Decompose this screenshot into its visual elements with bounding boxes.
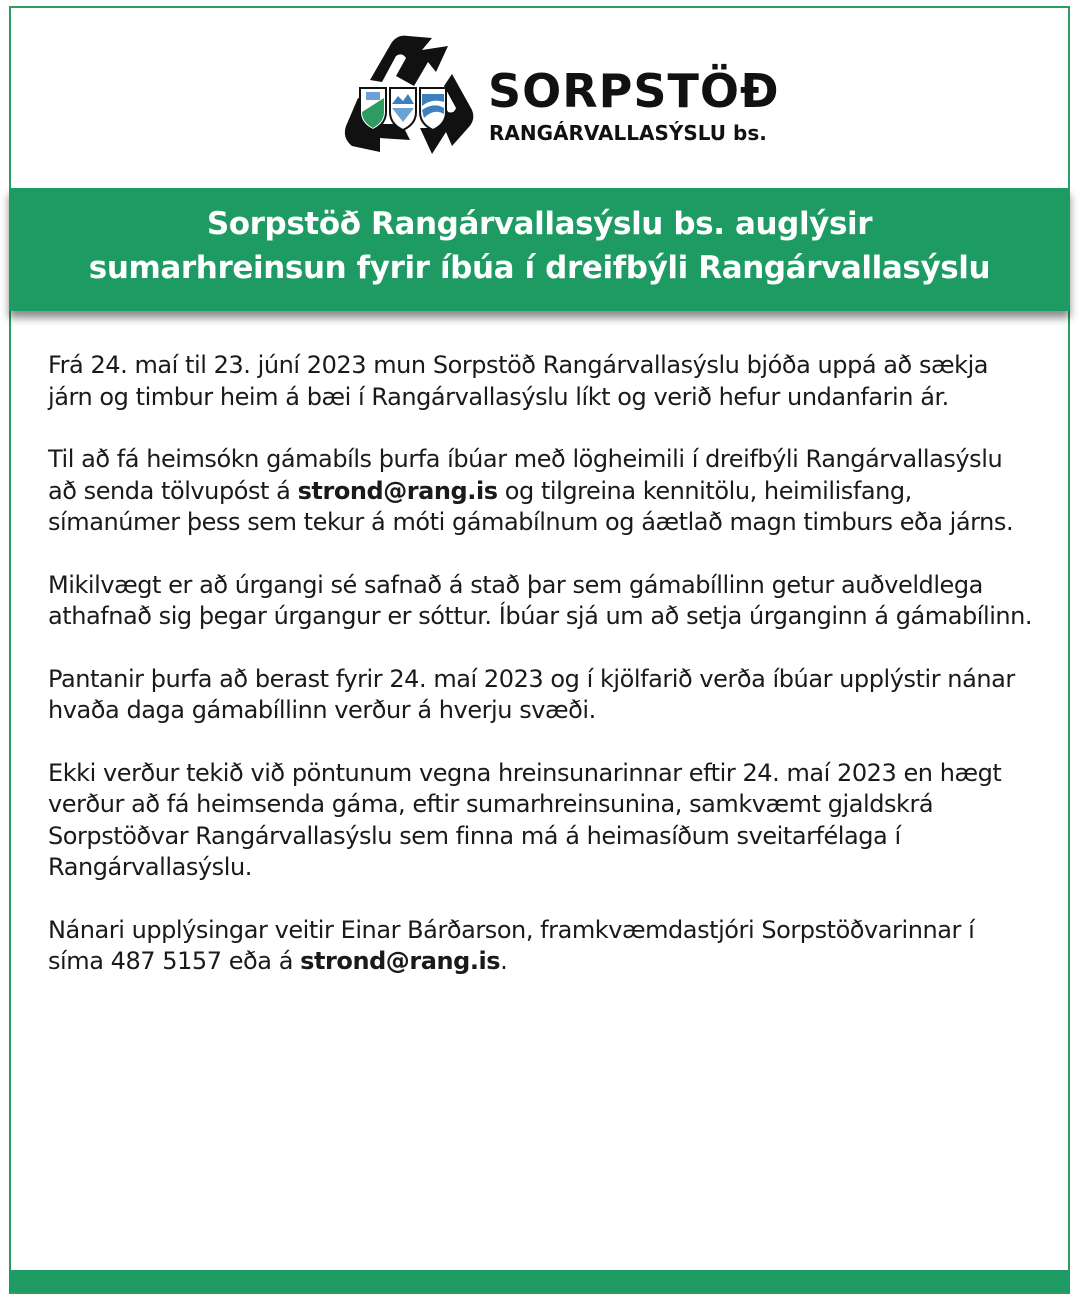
sorpstod-logo: [340, 28, 800, 162]
email-link[interactable]: strond@rang.is: [297, 476, 498, 505]
email-link[interactable]: strond@rang.is: [300, 947, 501, 975]
paragraph-text: .: [500, 947, 508, 975]
paragraph-contact: [48, 915, 1033, 978]
paragraph-how-to-order: [48, 444, 1033, 539]
paragraph-text: og tilgreina kennitölu, heimilisfang, símanúmer þess sem tekur á móti gámabílnum og áætlað magn timburs eða járns.: [48, 476, 1014, 536]
paragraph-text: Nánari upplýsingar veitir Einar Bárðarson, framkvæmdastjóri Sorpstöðvarinnar í síma 487 5157 eða á: [48, 915, 975, 975]
footer-bar: [9, 1270, 1070, 1292]
headline-banner: [9, 188, 1070, 311]
paragraph-access: Mikilvægt er að úrgangi sé safnað á stað þar sem gámabíllinn getur auðveldlega athafnað sig þegar úrgangur er sóttur. Íbúar sjá um að setja úrganginn á gámabílinn.: [48, 570, 1033, 630]
headline-line-2: sumarhreinsun fyrir íbúa í dreifbýli Rangárvallasýslu: [88, 250, 991, 286]
paragraph-deadline: Pantanir þurfa að berast fyrir 24. maí 2023 og í kjölfarið verða íbúar upplýstir nánar hvaða daga gámabíllinn verður á hverju svæði.: [48, 664, 1015, 724]
recycle-icon: [340, 28, 480, 162]
paragraph-late-orders: Ekki verður tekið við pöntunum vegna hreinsunarinnar eftir 24. maí 2023 en hægt verður að fá heimsenda gáma, eftir sumarhreinsunina, samkvæmt gjaldskrá Sorpstöðvar Rangárvallasýslu sem finna má á heimasíðum sveitarfélaga í Rangárvallasýslu.: [48, 758, 1002, 881]
logo-title: SORPSTÖÐ: [488, 64, 780, 118]
headline-line-1: Sorpstöð Rangárvallasýslu bs. auglýsir: [206, 206, 873, 242]
paragraph-text: Til að fá heimsókn gámabíls þurfa íbúar með lögheimili í dreifbýli Rangárvallasýslu að senda tölvupóst á: [48, 445, 1003, 505]
logo-subtitle: RANGÁRVALLASÝSLU bs.: [489, 121, 767, 145]
paragraph-dates: Frá 24. maí til 23. júní 2023 mun Sorpstöð Rangárvallasýslu bjóða uppá að sækja járn og timbur heim á bæi í Rangárvallasýslu líkt og verið hefur undanfarin ár.: [48, 351, 989, 411]
announcement-body: [48, 350, 1033, 978]
